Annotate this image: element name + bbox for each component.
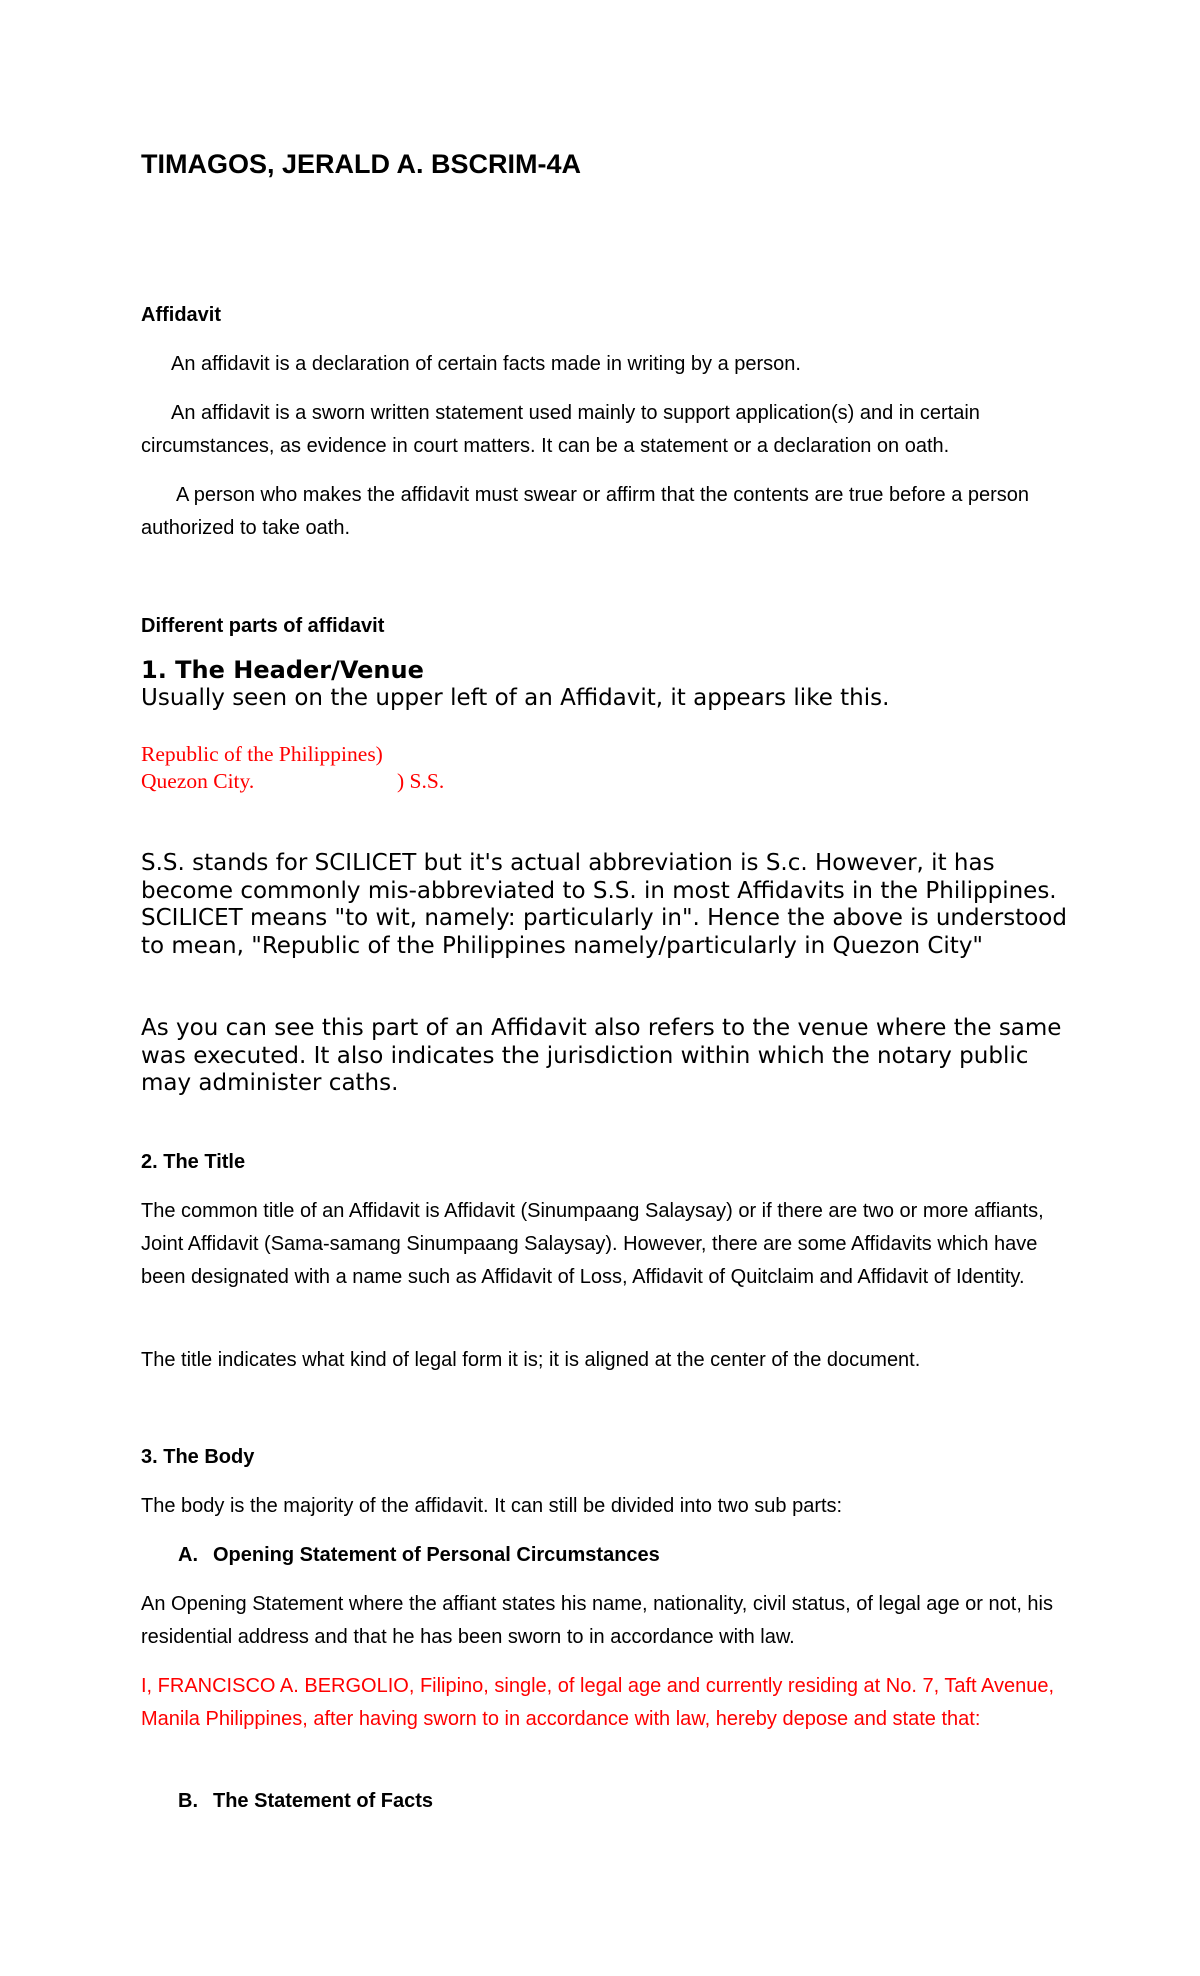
part1-lead: Usually seen on the upper left of an Affidavit, it appears like this. (141, 685, 890, 711)
sub-b-marker: B. (178, 1790, 198, 1812)
part1-paragraph-1: S.S. stands for SCILICET but it's actual abbreviation is S.c. However, it has become commonly mis-abbreviated to S.S. in most Affidavits in the Philippines. SCILICET means "to wit, namely: particularly in". Hence the above is understood to mean, "Republic of the Philippines namely/particularly in Quezon City" (141, 850, 1067, 959)
sub-a-label: Opening Statement of Personal Circumstances (213, 1544, 660, 1566)
part3-heading: 3. The Body (141, 1446, 255, 1468)
intro-paragraph-1: An affidavit is a declaration of certain facts made in writing by a person. (171, 353, 801, 375)
part2-heading: 2. The Title (141, 1151, 246, 1173)
venue-example-line1: Republic of the Philippines) (141, 742, 383, 766)
part2-paragraph-2: The title indicates what kind of legal form it is; it is aligned at the center of the document. (141, 1349, 921, 1371)
sub-a-marker: A. (178, 1544, 198, 1566)
sub-a-example: I, FRANCISCO A. BERGOLIO, Filipino, single, of legal age and currently residing at No. 7, Taft Avenue, Manila Philippines, after having sworn to in accordance with law, hereby depose and state that: (141, 1675, 1055, 1730)
venue-example-line2-right: ) S.S. (397, 769, 445, 793)
student-heading: TIMAGOS, JERALD A. BSCRIM-4A (141, 149, 582, 179)
venue-example-line2-left: Quezon City. (141, 769, 255, 793)
part1-paragraph-2: As you can see this part of an Affidavit also refers to the venue where the same was executed. It also indicates the jurisdiction within which the notary public may administer caths. (141, 1015, 1062, 1096)
section-title-parts: Different parts of affidavit (141, 615, 385, 637)
intro-paragraph-3: A person who makes the affidavit must swear or affirm that the contents are true before a person authorized to take oath. (141, 484, 1030, 539)
part3-lead: The body is the majority of the affidavit. It can still be divided into two sub parts: (141, 1495, 843, 1517)
section-title-affidavit: Affidavit (141, 304, 221, 326)
intro-paragraph-2: An affidavit is a sworn written statement used mainly to support application(s) and in certain circumstances, as evidence in court matters. It can be a statement or a declaration on oath. (141, 402, 980, 457)
part2-paragraph-1: The common title of an Affidavit is Affidavit (Sinumpaang Salaysay) or if there are two or more affiants, Joint Affidavit (Sama-samang Sinumpaang Salaysay). However, there are some Affidavits which have been designated with a name such as Affidavit of Loss, Affidavit of Quitclaim and Affidavit of Identity. (141, 1200, 1044, 1288)
part1-heading: 1. The Header/Venue (141, 656, 424, 684)
sub-a-text: An Opening Statement where the affiant states his name, nationality, civil status, of legal age or not, his residential address and that he has been sworn to in accordance with law. (141, 1593, 1054, 1648)
sub-b-label: The Statement of Facts (213, 1790, 434, 1812)
